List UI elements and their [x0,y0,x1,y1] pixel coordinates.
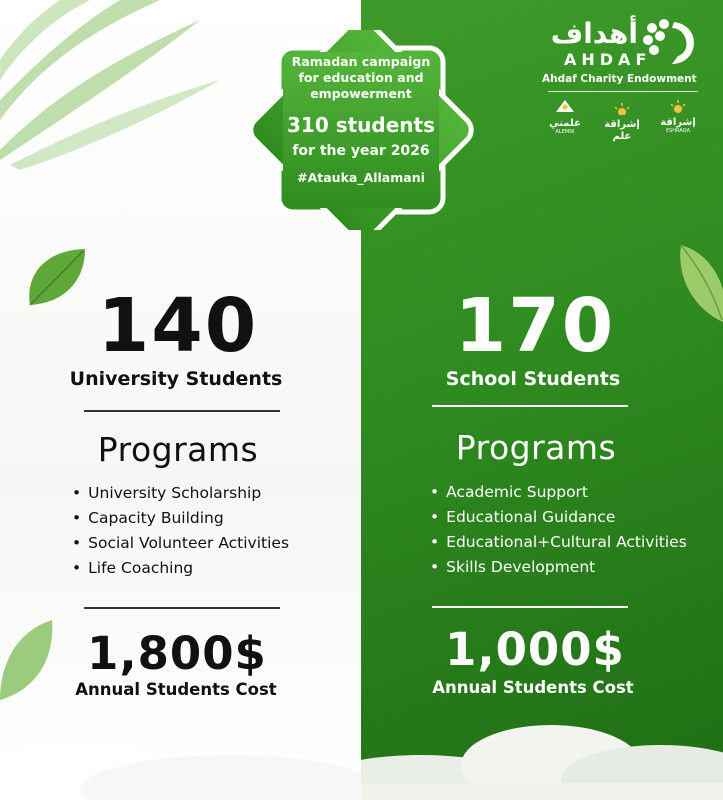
university-program-list [72,481,289,581]
brand-latin: AHDAF [564,50,652,69]
school-student-count: 170 [454,283,616,369]
university-programs-title: Programs [97,430,259,469]
list-item: • Skills Development [430,555,687,580]
list-item: • Social Volunteer Activities [72,531,289,556]
cloud-decoration-left [0,690,361,800]
school-cost: 1,000$ [445,623,625,676]
badge-year: for the year 2026 [292,143,430,159]
partner-eshraqa-elm-logo: إشراقة علم [600,100,644,138]
badge-line-1: Ramadan campaign [291,54,431,69]
university-student-label: University Students [69,368,283,390]
ahdaf-logo [520,14,720,94]
university-cost: 1,800$ [87,627,267,680]
alemni-icon [554,98,576,114]
list-item: • Capacity Building [72,506,289,531]
school-divider-bottom [432,606,628,608]
school-program-list [430,480,687,580]
school-cost-label: Annual Students Cost [432,678,634,697]
list-item: • Academic Support [430,480,687,505]
partner-alemni-logo: علمني ALEMNI [548,98,582,138]
university-divider-top [84,410,280,412]
eshraqa-elm-icon [613,103,631,115]
list-item: • University Scholarship [72,481,289,506]
list-item: • Educational+Cultural Activities [430,530,687,555]
palm-leaf-decoration [0,0,230,170]
university-student-count: 140 [97,283,259,369]
school-divider-top [432,405,628,407]
school-programs-title: Programs [455,428,617,467]
brand-arabic: أهداف [550,17,638,50]
university-cost-label: Annual Students Cost [75,680,277,699]
badge-student-total: 310 students [287,113,435,137]
school-student-label: School Students [445,368,621,390]
brand-subtitle: Ahdaf Charity Endowment [542,73,697,85]
leaf-decoration-right [676,240,723,325]
logo-divider [548,91,698,92]
badge-line-3: empowerment [310,86,412,101]
badge-line-2: for education and [298,70,424,85]
list-item: • Life Coaching [72,556,289,581]
badge-hashtag: #Atauka_Allamani [297,170,425,185]
university-divider-bottom [84,607,280,609]
cloud-decoration-right [361,705,723,800]
eshraqa-sun-icon [669,99,687,113]
partner-eshraqa-logo: إشراقة ESHRAQA [658,98,698,138]
list-item: • Educational Guidance [430,505,687,530]
